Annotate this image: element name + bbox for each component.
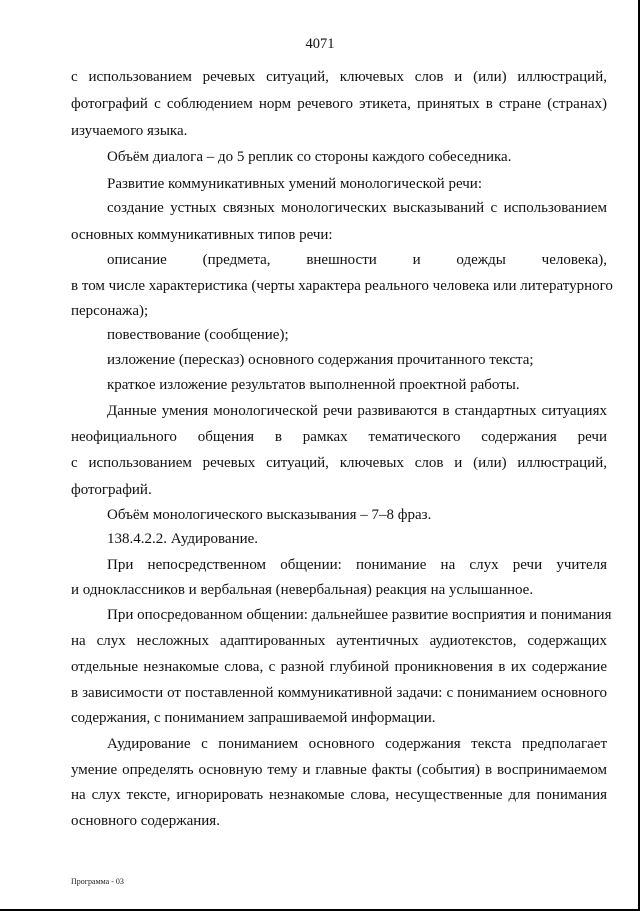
- text-line: в том числе характеристика (черты характера реального человека или литературного: [71, 278, 613, 294]
- text-line: на слух несложных адаптированных аутентичных аудиотекстов, содержащих: [71, 633, 607, 649]
- text-line: умение определять основную тему и главные факты (события) в воспринимаемом: [71, 762, 607, 778]
- text-line: основного содержания.: [71, 813, 220, 829]
- text-line: Объём диалога – до 5 реплик со стороны каждого собеседника.: [107, 149, 512, 165]
- footer-label: Программа - 03: [71, 877, 124, 886]
- text-line: персонажа);: [71, 303, 149, 319]
- text-line: и одноклассников и вербальная (невербальная) реакция на услышанное.: [71, 582, 534, 598]
- text-line: создание устных связных монологических высказываний с использованием: [107, 200, 607, 216]
- text-line: содержания, с пониманием запрашиваемой информации.: [71, 710, 436, 726]
- text-line: Объём монологического высказывания – 7–8 фраз.: [107, 507, 432, 523]
- text-line: отдельные незнакомые слова, с разной глубиной проникновения в их содержание: [71, 659, 607, 675]
- text-line: неофициального общения в рамках тематического содержания речи: [71, 429, 607, 445]
- text-line: Развитие коммуникативных умений монологической речи:: [107, 176, 482, 192]
- text-line: на слух тексте, игнорировать незнакомые слова, несущественные для понимания: [71, 787, 607, 803]
- text-line: краткое изложение результатов выполненной проектной работы.: [107, 377, 520, 393]
- text-line: При опосредованном общении: дальнейшее развитие восприятия и понимания: [107, 607, 612, 623]
- text-line: изложение (пересказ) основного содержания прочитанного текста;: [107, 352, 534, 368]
- text-line: При непосредственном общении: понимание на слух речи учителя: [107, 557, 607, 573]
- text-line: повествование (сообщение);: [107, 327, 289, 343]
- text-line: описание (предмета, внешности и одежды человека),: [107, 252, 607, 268]
- text-line: фотографий.: [71, 482, 152, 498]
- text-line: с использованием речевых ситуаций, ключевых слов и (или) иллюстраций,: [71, 455, 607, 471]
- text-line: изучаемого языка.: [71, 123, 188, 139]
- text-line: основных коммуникативных типов речи:: [71, 227, 333, 243]
- section-heading: 138.4.2.2. Аудирование.: [107, 531, 259, 547]
- page-number: 4071: [305, 36, 335, 52]
- text-line: Аудирование с пониманием основного содержания текста предполагает: [107, 736, 607, 752]
- text-line: Данные умения монологической речи развиваются в стандартных ситуациях: [107, 403, 607, 419]
- text-line: фотографий с соблюдением норм речевого этикета, принятых в стране (странах): [71, 96, 607, 112]
- text-line: в зависимости от поставленной коммуникативной задачи: с пониманием основного: [71, 685, 607, 701]
- text-line: с использованием речевых ситуаций, ключевых слов и (или) иллюстраций,: [71, 69, 607, 85]
